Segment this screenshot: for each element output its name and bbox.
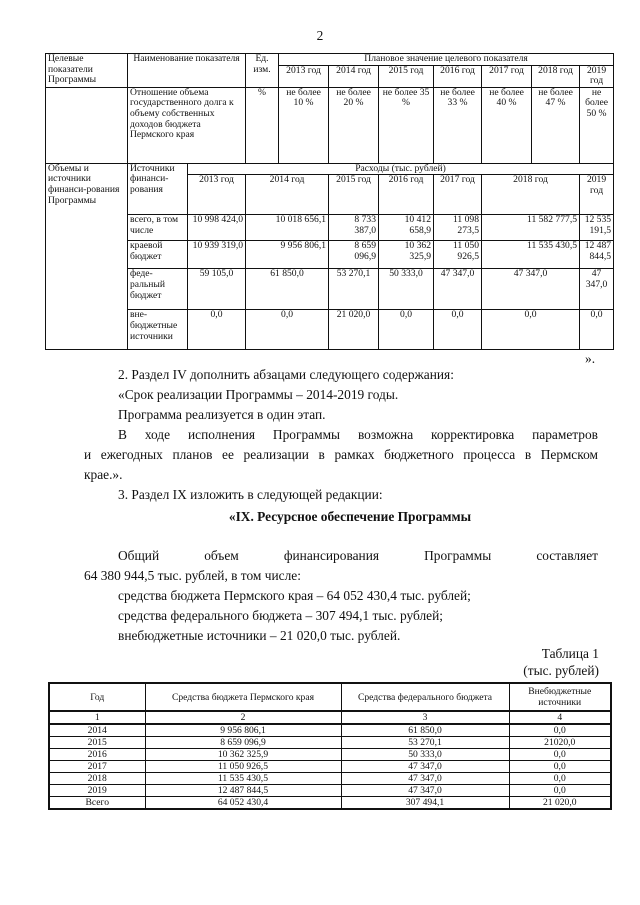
year-cell: 2014 xyxy=(49,724,145,737)
year-header: 2016 год xyxy=(379,175,434,215)
year-header: 2018 год xyxy=(482,175,580,215)
financing-text: Общий объем финансирования Программы составляет xyxy=(118,548,598,563)
value-cell: 47 347,0 xyxy=(341,761,509,773)
value-cell: 53 270,1 xyxy=(329,269,379,310)
value-cell: 10 018 656,1 xyxy=(246,215,329,241)
program-targets-table xyxy=(45,53,614,350)
value-cell: 10 362 325,9 xyxy=(145,749,341,761)
value-cell: 11 535 430,5 xyxy=(145,773,341,785)
column-number: 1 xyxy=(49,711,145,724)
year-header: 2017 год xyxy=(434,175,482,215)
year-cell: 2016 xyxy=(49,749,145,761)
value-cell: 59 105,0 xyxy=(188,269,246,310)
empty-cell xyxy=(46,87,128,163)
value-cell: 0,0 xyxy=(246,310,329,350)
value-cell: 0,0 xyxy=(188,310,246,350)
total-cell: 21 020,0 xyxy=(509,797,611,810)
paragraph: средства федерального бюджета – 307 494,1 тыс. рублей; xyxy=(118,608,444,623)
paragraph: «Срок реализации Программы – 2014-2019 годы. xyxy=(118,387,399,402)
sources-label: Источники финанси-рования xyxy=(128,163,188,215)
value-cell: 61 850,0 xyxy=(341,724,509,737)
column-number: 2 xyxy=(145,711,341,724)
value-cell: 0,0 xyxy=(580,310,614,350)
indicator-value: не более 50 % xyxy=(580,87,614,163)
value-cell: 0,0 xyxy=(434,310,482,350)
indicator-value: не более 47 % xyxy=(532,87,580,163)
volumes-label: Объемы и источники финанси-рования Программы xyxy=(46,163,128,350)
table-caption: Таблица 1 xyxy=(541,646,599,661)
value-cell: 12 535 191,5 xyxy=(580,215,614,241)
column-header: Внебюджетные источники xyxy=(509,683,611,711)
value-cell: 10 412 658,9 xyxy=(379,215,434,241)
column-header: Год xyxy=(49,683,145,711)
value-cell: 9 956 806,1 xyxy=(145,724,341,737)
expenses-header: Расходы (тыс. рублей) xyxy=(188,163,614,175)
value-cell: 9 956 806,1 xyxy=(246,241,329,269)
value-cell: 21020,0 xyxy=(509,737,611,749)
indicator-value: не более 33 % xyxy=(434,87,482,163)
targets-header: Целевые показатели Программы xyxy=(46,54,128,88)
year-header: 2017 год xyxy=(482,65,532,87)
column-number: 4 xyxy=(509,711,611,724)
value-cell: 47 347,0 xyxy=(341,773,509,785)
value-cell: 47 347,0 xyxy=(580,269,614,310)
indicator-name: Отношение объема государственного долга к объему собственных доходов бюджета Пермского края xyxy=(128,87,246,163)
indicator-value: не более 35 % xyxy=(379,87,434,163)
year-header: 2013 год xyxy=(279,65,329,87)
value-cell: 12 487 844,5 xyxy=(145,785,341,797)
value-cell: 12 487 844,5 xyxy=(580,241,614,269)
value-cell: 47 347,0 xyxy=(482,269,580,310)
year-header: 2015 год xyxy=(329,175,379,215)
value-cell: 0,0 xyxy=(482,310,580,350)
value-cell: 0,0 xyxy=(509,724,611,737)
row-label: вне-бюджетные источники xyxy=(128,310,188,350)
value-cell: 0,0 xyxy=(509,773,611,785)
page-number: 2 xyxy=(316,28,324,43)
total-label: Всего xyxy=(49,797,145,810)
value-cell: 11 050 926,5 xyxy=(145,761,341,773)
year-cell: 2017 xyxy=(49,761,145,773)
row-label: феде-ральный бюджет xyxy=(128,269,188,310)
indicator-name-header: Наименование показателя xyxy=(128,54,246,88)
section-heading: «IX. Ресурсное обеспечение Программы xyxy=(228,509,472,524)
indicator-value: не более 10 % xyxy=(279,87,329,163)
paragraph: В ходе исполнения Программы возможна корректировка параметров xyxy=(118,427,598,442)
financing-line xyxy=(118,547,598,564)
value-cell: 0,0 xyxy=(509,749,611,761)
paragraph: 64 380 944,5 тыс. рублей, в том числе: xyxy=(84,568,301,583)
paragraph: средства бюджета Пермского края – 64 052 430,4 тыс. рублей; xyxy=(118,588,471,603)
paragraph: и ежегодных планов ее реализации в рамках бюджетного процесса в Пермском xyxy=(84,447,598,462)
closing-mark: ». xyxy=(585,351,596,366)
indicator-value: не более 40 % xyxy=(482,87,532,163)
planned-value-header: Плановое значение целевого показателя xyxy=(279,54,614,66)
value-cell: 11 050 926,5 xyxy=(434,241,482,269)
unit-header: Ед. изм. xyxy=(246,54,279,88)
paragraph: 2. Раздел IV дополнить абзацами следующего содержания: xyxy=(118,367,454,382)
column-number: 3 xyxy=(341,711,509,724)
paragraph: крае.». xyxy=(84,467,123,482)
column-header: Средства федерального бюджета xyxy=(341,683,509,711)
paragraph: 3. Раздел IX изложить в следующей редакции: xyxy=(118,487,383,502)
resource-table xyxy=(48,682,612,810)
year-header: 2014 год xyxy=(246,175,329,215)
total-cell: 307 494,1 xyxy=(341,797,509,810)
value-cell: 47 347,0 xyxy=(434,269,482,310)
year-header: 2016 год xyxy=(434,65,482,87)
year-header: 2019 год xyxy=(580,65,614,87)
value-cell: 10 362 325,9 xyxy=(379,241,434,269)
value-cell: 61 850,0 xyxy=(246,269,329,310)
column-header: Средства бюджета Пермского края xyxy=(145,683,341,711)
row-label: всего, в том числе xyxy=(128,215,188,241)
value-cell: 0,0 xyxy=(379,310,434,350)
year-header: 2018 год xyxy=(532,65,580,87)
value-cell: 10 998 424,0 xyxy=(188,215,246,241)
value-cell: 8 659 096,9 xyxy=(329,241,379,269)
value-cell: 10 939 319,0 xyxy=(188,241,246,269)
indicator-value: не более 20 % xyxy=(329,87,379,163)
value-cell: 47 347,0 xyxy=(341,785,509,797)
value-cell: 50 333,0 xyxy=(341,749,509,761)
year-cell: 2019 xyxy=(49,785,145,797)
indicator-unit: % xyxy=(246,87,279,163)
value-cell: 21 020,0 xyxy=(329,310,379,350)
value-cell: 0,0 xyxy=(509,785,611,797)
value-cell: 0,0 xyxy=(509,761,611,773)
value-cell: 53 270,1 xyxy=(341,737,509,749)
value-cell: 11 098 273,5 xyxy=(434,215,482,241)
value-cell: 8 733 387,0 xyxy=(329,215,379,241)
total-cell: 64 052 430,4 xyxy=(145,797,341,810)
value-cell: 8 659 096,9 xyxy=(145,737,341,749)
value-cell: 11 535 430,5 xyxy=(482,241,580,269)
row-label: краевой бюджет xyxy=(128,241,188,269)
value-cell: 11 582 777,5 xyxy=(482,215,580,241)
year-cell: 2015 xyxy=(49,737,145,749)
year-header: 2019 год xyxy=(580,175,614,215)
value-cell: 50 333,0 xyxy=(379,269,434,310)
year-cell: 2018 xyxy=(49,773,145,785)
table-unit: (тыс. рублей) xyxy=(523,663,599,678)
year-header: 2013 год xyxy=(188,175,246,215)
year-header: 2015 год xyxy=(379,65,434,87)
year-header: 2014 год xyxy=(329,65,379,87)
paragraph: Программа реализуется в один этап. xyxy=(118,407,326,422)
paragraph: внебюджетные источники – 21 020,0 тыс. рублей. xyxy=(118,628,401,643)
